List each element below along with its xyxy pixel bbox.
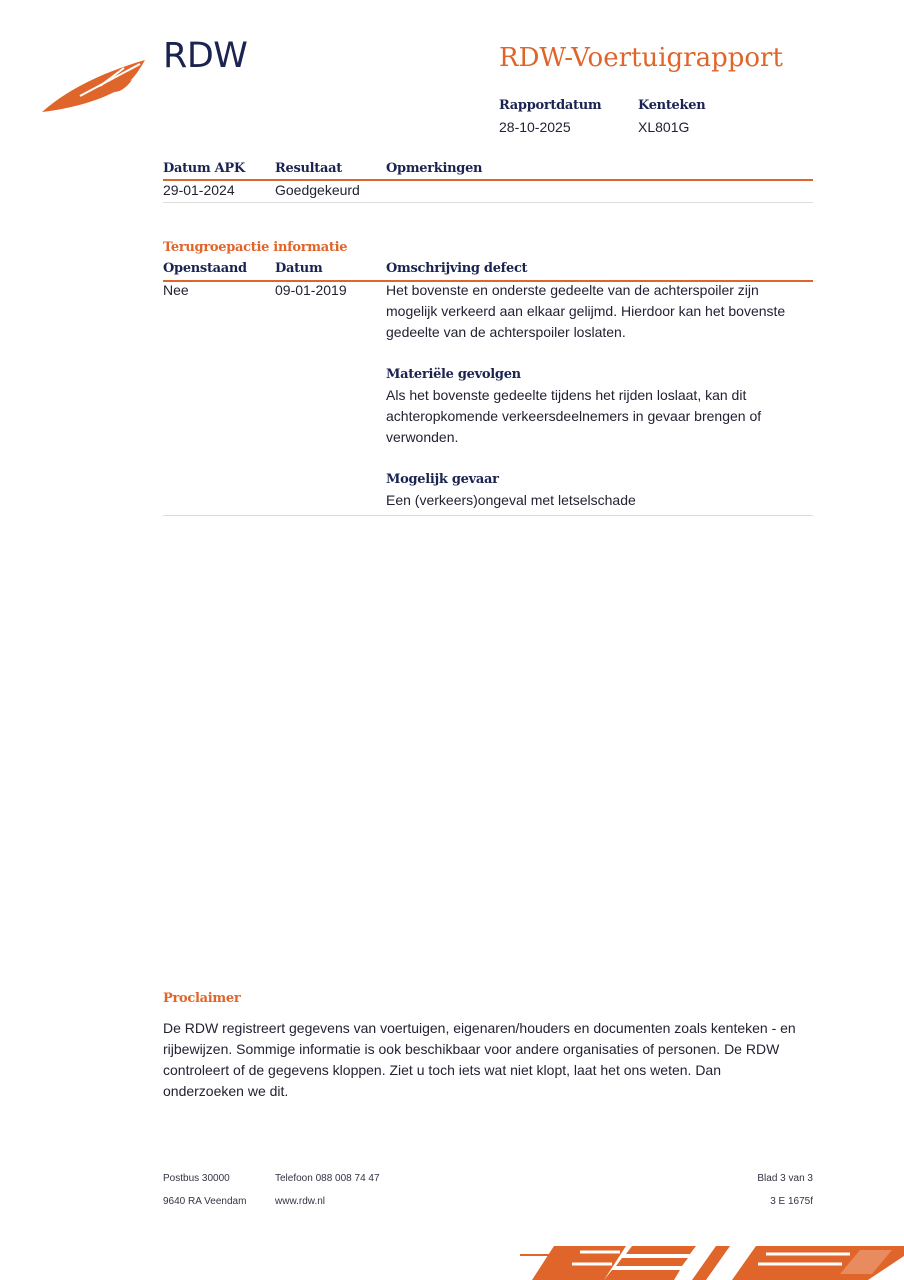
disclaimer-text: De RDW registreert gegevens van voertuigen, eigenaren/houders en documenten zoals kenteken - en rijbewijzen. Sommige informatie is ook beschikbaar voor andere organisaties of personen. De RDW controleert of de gegevens kloppen. Ziet u toch iets wat niet klopt, laat het ons weten. Dan onderzoeken we dit.	[163, 1020, 796, 1099]
apk-cell-date: 29-01-2024	[163, 182, 235, 198]
recall-header-date: Datum	[275, 261, 323, 276]
decorative-stripes-icon	[520, 1244, 904, 1280]
apk-cell-result: Goedgekeurd	[275, 182, 360, 198]
plate-value: XL801G	[638, 119, 690, 135]
apk-row-divider	[163, 202, 813, 203]
apk-header-rule	[163, 179, 813, 181]
footer-website[interactable]: www.rdw.nl	[275, 1196, 326, 1207]
consequences-heading: Materiële gevolgen	[386, 367, 521, 382]
footer-phone: Telefoon 088 008 74 47	[275, 1173, 380, 1184]
recall-row-divider	[163, 515, 813, 516]
rdw-feather-logo-icon	[40, 56, 150, 116]
recall-cell-date: 09-01-2019	[275, 282, 347, 298]
recall-cell-open: Nee	[163, 282, 189, 298]
recall-section-title: Terugroepactie informatie	[163, 240, 348, 255]
apk-header-remarks: Opmerkingen	[386, 161, 483, 176]
logo-text: RDW	[163, 36, 248, 76]
report-date-label: Rapportdatum	[499, 98, 602, 113]
plate-label: Kenteken	[638, 98, 706, 113]
recall-header-description: Omschrijving defect	[386, 261, 528, 276]
recall-header-open: Openstaand	[163, 261, 247, 276]
footer-postbus: Postbus 30000	[163, 1173, 230, 1184]
report-date-value: 28-10-2025	[499, 119, 571, 135]
footer-city: 9640 RA Veendam	[163, 1196, 247, 1207]
recall-description: Het bovenste en onderste gedeelte van de achterspoiler zijn mogelijk verkeerd aan elkaar gelijmd. Hierdoor kan het bovenste gedeelte van de achterspoiler loslaten.	[386, 282, 786, 340]
footer-page-number: Blad 3 van 3	[757, 1173, 813, 1184]
apk-header-result: Resultaat	[275, 161, 342, 176]
consequences-text: Als het bovenste gedeelte tijdens het rijden loslaat, kan dit achteropkomende verkeersdeelnemers in gevaar brengen of verwonden.	[386, 387, 762, 445]
recall-description-block	[386, 280, 806, 511]
disclaimer-title: Proclaimer	[163, 991, 241, 1006]
footer-code: 3 E 1675f	[770, 1196, 813, 1207]
report-title: RDW-Voertuigrapport	[499, 43, 783, 73]
apk-header-date: Datum APK	[163, 161, 245, 176]
danger-heading: Mogelijk gevaar	[386, 472, 499, 487]
danger-text: Een (verkeers)ongeval met letselschade	[386, 492, 636, 508]
